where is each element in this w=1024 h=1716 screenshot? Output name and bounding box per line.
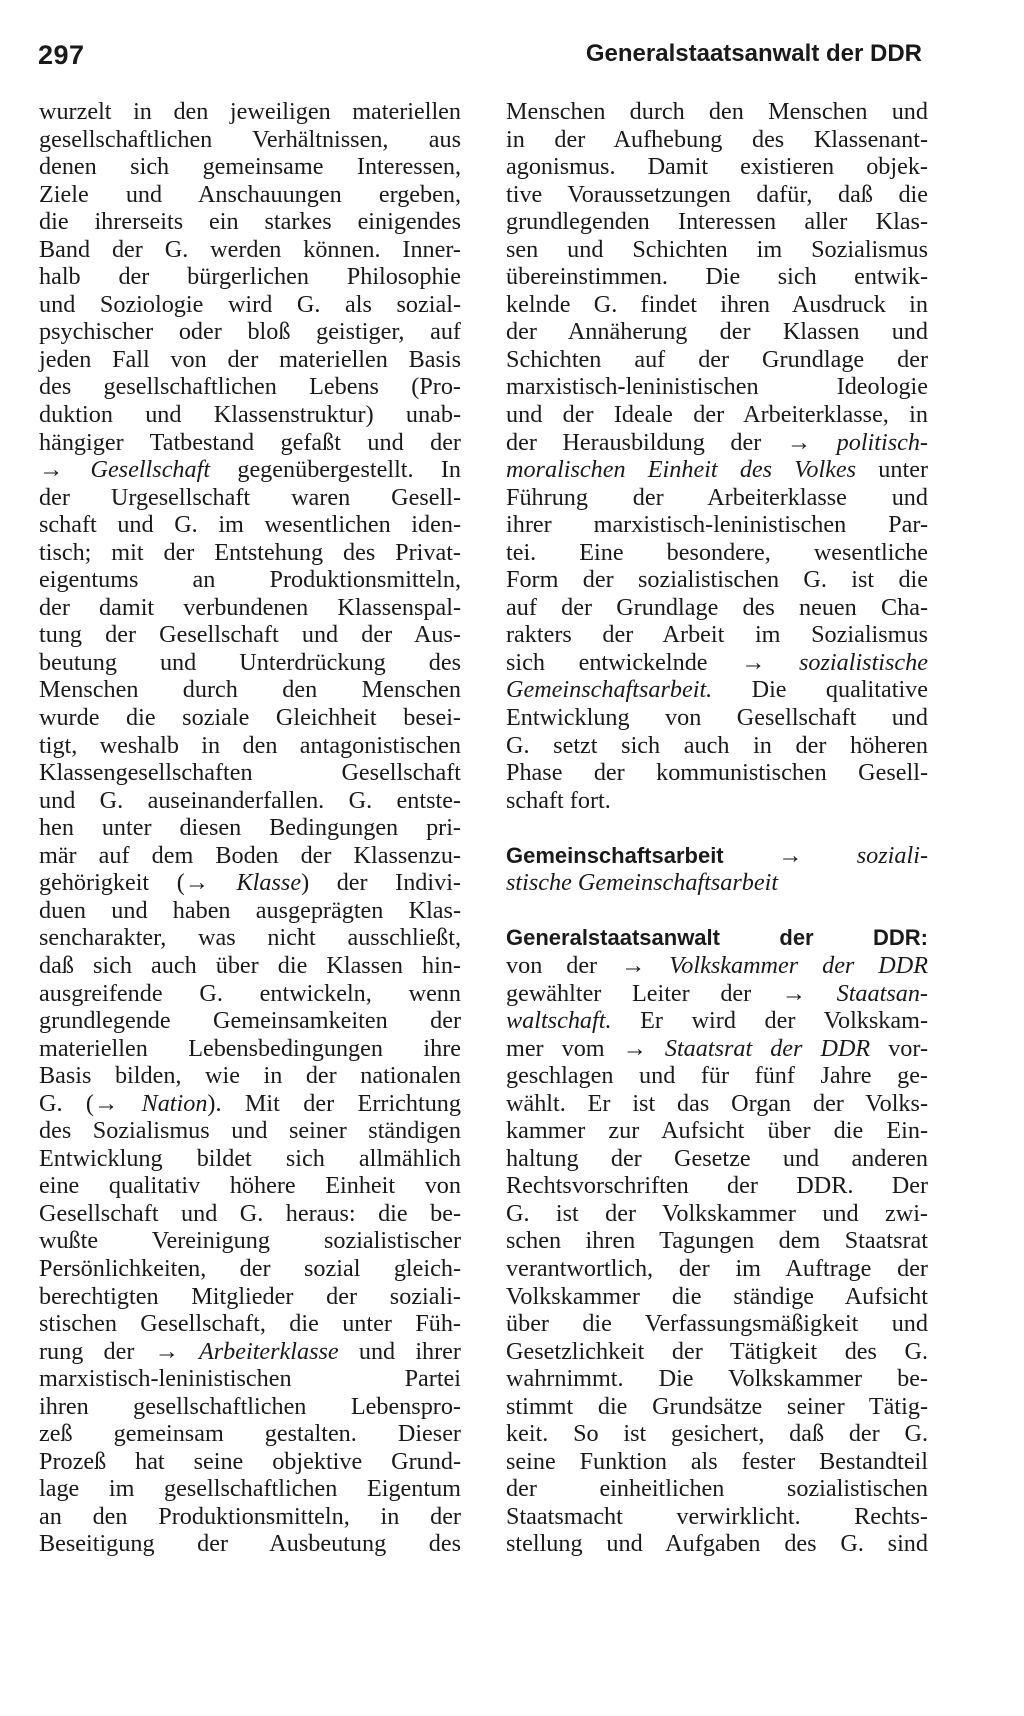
text-line [39, 787, 461, 815]
text-line [39, 566, 461, 594]
text-line [506, 236, 928, 264]
text-run: übereinstimmen. Die sich entwik- [506, 263, 928, 291]
text-run: halb der bürgerlichen Philosophie [39, 263, 461, 291]
text-line [506, 787, 928, 815]
text-line [506, 511, 928, 539]
text-line [39, 511, 461, 539]
text-line [506, 1283, 928, 1311]
text-line [506, 621, 928, 649]
text-line [506, 318, 928, 346]
text-line [39, 1283, 461, 1311]
text-line [506, 1310, 928, 1338]
text-line [506, 649, 928, 677]
text-line [506, 704, 928, 732]
text-run: ihren gesellschaftlichen Lebenspro- [39, 1392, 461, 1420]
text-run: Band der G. werden können. Inner- [39, 235, 461, 263]
text-run: Führung der Arbeiterklasse und [506, 483, 928, 511]
text-run: gesellschaftlichen Verhältnissen, aus [39, 125, 461, 153]
text-run: mer vom → [506, 1034, 665, 1062]
text-line [39, 594, 461, 622]
text-run: Menschen durch den Menschen [39, 676, 461, 704]
cross-reference-term: Staatsan- [836, 979, 928, 1007]
text-line [506, 1365, 928, 1393]
text-line [506, 126, 928, 154]
text-line [39, 1090, 461, 1118]
text-run: Persönlichkeiten, der sozial gleich- [39, 1254, 461, 1282]
text-run: vor- [870, 1034, 929, 1062]
text-run: ). Mit der Errichtung [207, 1089, 461, 1117]
text-line [506, 291, 928, 319]
text-line [39, 401, 461, 429]
text-line [506, 208, 928, 236]
text-line [506, 952, 928, 980]
text-line [506, 1145, 928, 1173]
text-run: beutung und Unterdrückung des [39, 648, 461, 676]
text-run: an den Produktionsmitteln, in der [39, 1502, 461, 1530]
text-run: grundlegenden Interessen aller Klas- [506, 208, 928, 236]
text-run: der Herausbildung der → [506, 428, 837, 456]
text-run: der Urgesellschaft waren Gesell- [39, 483, 461, 511]
text-run: Schichten auf der Grundlage der [506, 345, 928, 373]
text-run: keit. So ist gesichert, daß der G. [506, 1420, 928, 1448]
text-run: tisch; mit der Entstehung des Privat- [39, 538, 461, 566]
text-line [39, 373, 461, 401]
text-run: ausgreifende G. entwickeln, wenn [39, 979, 461, 1007]
text-run: agonismus. Damit existieren objek- [506, 153, 928, 181]
text-run: wählt. Er ist das Organ der Volks- [506, 1089, 928, 1117]
text-run: wahrnimmt. Die Volkskammer be- [506, 1365, 928, 1393]
text-run: schaft und G. im wesentlichen iden- [39, 511, 461, 539]
text-line [506, 429, 928, 457]
text-line [506, 732, 928, 760]
text-line [506, 98, 928, 126]
text-line [506, 842, 928, 870]
text-line [506, 1062, 928, 1090]
text-run: eine qualitativ höhere Einheit von [39, 1172, 461, 1200]
text-line [506, 1117, 928, 1145]
text-run: der Annäherung der Klassen und [506, 318, 928, 346]
text-run: rakters der Arbeit im Sozialismus [506, 621, 928, 649]
text-line [39, 236, 461, 264]
text-line [39, 1172, 461, 1200]
text-run: auf der Grundlage des neuen Cha- [506, 593, 928, 621]
text-run: tive Voraussetzungen dafür, daß die [506, 180, 928, 208]
text-run: denen sich gemeinsame Interessen, [39, 153, 461, 181]
text-line [39, 1338, 461, 1366]
right-text-column [506, 98, 928, 1558]
text-line [39, 980, 461, 1008]
left-text-column [39, 98, 461, 1558]
text-line [506, 869, 928, 897]
text-line [506, 1090, 928, 1118]
cross-reference-term: Gesellschaft [90, 456, 211, 484]
entry-headword: Generalstaatsanwalt der DDR: [506, 925, 928, 951]
text-line [39, 1145, 461, 1173]
text-line [39, 1310, 461, 1338]
text-run: sencharakter, was nicht ausschließt, [39, 924, 461, 952]
cross-reference-term: soziali- [856, 841, 928, 869]
text-line [506, 1503, 928, 1531]
text-run: Form der sozialistischen G. ist die [506, 566, 928, 594]
text-run: berechtigten Mitglieder der soziali- [39, 1282, 461, 1310]
text-run: hängiger Tatbestand gefaßt und der [39, 428, 461, 456]
cross-reference-term: waltschaft. [506, 1007, 612, 1035]
text-run: in der Aufhebung des Klassenant- [506, 125, 928, 153]
text-line [506, 181, 928, 209]
text-run: Basis bilden, wie in der nationalen [39, 1062, 461, 1090]
text-run: und der Ideale der Arbeiterklasse, in [506, 401, 928, 429]
text-line [506, 1255, 928, 1283]
text-line [506, 263, 928, 291]
text-run: Phase der kommunistischen Gesell- [506, 759, 928, 787]
cross-reference-term: Gemeinschaftsarbeit. [506, 676, 713, 704]
text-line [39, 1117, 461, 1145]
text-run: der damit verbundenen Klassenspal- [39, 593, 461, 621]
text-run: wurde die soziale Gleichheit besei- [39, 704, 461, 732]
text-line [39, 539, 461, 567]
text-line [39, 1062, 461, 1090]
text-run: und G. auseinanderfallen. G. entste- [39, 786, 461, 814]
text-line [39, 1393, 461, 1421]
text-line [506, 1448, 928, 1476]
text-line [506, 1530, 928, 1558]
text-line [39, 1365, 461, 1393]
text-run: Menschen durch den Menschen und [506, 98, 928, 125]
text-run: materiellen Lebensbedingungen ihre [39, 1034, 461, 1062]
text-line [506, 346, 928, 374]
text-line [506, 1393, 928, 1421]
text-line [39, 1420, 461, 1448]
text-line [506, 1475, 928, 1503]
text-run: duen und haben ausgeprägten Klas- [39, 896, 461, 924]
text-run: eigentums an Produktionsmitteln, [39, 566, 461, 594]
text-run: ) der Indivi- [301, 869, 461, 897]
text-line [39, 759, 461, 787]
text-run: ihrer marxistisch-leninistischen Par- [506, 511, 928, 539]
text-line [39, 208, 461, 236]
text-line [39, 1448, 461, 1476]
text-run: Entwicklung von Gesellschaft und [506, 704, 928, 732]
text-line [506, 980, 928, 1008]
text-line [506, 676, 928, 704]
text-run: marxistisch-leninistischen Ideologie [506, 373, 928, 401]
text-line [506, 1200, 928, 1228]
text-run: Gesellschaft und G. heraus: die be- [39, 1199, 461, 1227]
text-run: der einheitlichen sozialistischen [506, 1475, 928, 1503]
cross-reference-term: politisch- [836, 428, 928, 456]
text-run: wußte Vereinigung sozialistischer [39, 1227, 461, 1255]
text-line [506, 484, 928, 512]
text-run: unter [856, 456, 928, 484]
text-line [39, 897, 461, 925]
text-line [39, 869, 461, 897]
running-head: Generalstaatsanwalt der DDR [585, 40, 922, 67]
entry-headword: Gemeinschaftsarbeit [506, 842, 724, 868]
text-run: rung der → [39, 1337, 199, 1365]
text-run: stischen Gesellschaft, die unter Füh- [39, 1310, 461, 1338]
text-line [506, 594, 928, 622]
cross-reference-term: Nation [141, 1089, 208, 1117]
cross-reference-term: Arbeiterklasse [198, 1337, 339, 1365]
text-run: jeden Fall von der materiellen Basis [39, 345, 461, 373]
text-line [39, 181, 461, 209]
text-line [39, 1227, 461, 1255]
text-line [39, 842, 461, 870]
cross-reference-term: Klasse [236, 869, 302, 897]
text-line [39, 1503, 461, 1531]
text-run: wurzelt in den jeweiligen materiellen [39, 98, 461, 125]
text-line [506, 1007, 928, 1035]
text-line [39, 952, 461, 980]
text-run: Rechtsvorschriften der DDR. Der [506, 1172, 928, 1200]
text-run: zeß gemeinsam gestalten. Dieser [39, 1420, 461, 1448]
text-line [39, 924, 461, 952]
text-run: Staatsmacht verwirklicht. Rechts- [506, 1502, 928, 1530]
text-run: Ziele und Anschauungen ergeben, [39, 180, 461, 208]
text-line [39, 704, 461, 732]
text-line [39, 126, 461, 154]
text-line [506, 373, 928, 401]
text-run: und ihrer [338, 1337, 461, 1365]
text-run: G. ist der Volkskammer und zwi- [506, 1199, 928, 1227]
text-run: geschlagen und für fünf Jahre ge- [506, 1062, 928, 1090]
text-run: tung der Gesellschaft und der Aus- [39, 621, 461, 649]
text-run: → [723, 841, 857, 869]
text-line [39, 484, 461, 512]
text-run: kammer zur Aufsicht über die Ein- [506, 1117, 928, 1145]
text-run: gegenübergestellt. In [210, 456, 461, 484]
text-run: lage im gesellschaftlichen Eigentum [39, 1475, 461, 1503]
text-run: Klassengesellschaften Gesellschaft [39, 759, 461, 787]
cross-reference-term: Volkskammer der DDR [669, 951, 928, 979]
text-run: haltung der Gesetze und anderen [506, 1144, 928, 1172]
text-line [506, 1172, 928, 1200]
text-line [506, 401, 928, 429]
text-run: verantwortlich, der im Auftrage der [506, 1254, 928, 1282]
text-run: gewählter Leiter der → [506, 979, 837, 1007]
text-run: von der → [506, 951, 670, 979]
text-run: stellung und Aufgaben des G. sind [506, 1530, 928, 1558]
text-line [39, 263, 461, 291]
text-run: tei. Eine besondere, wesentliche [506, 538, 928, 566]
cross-reference-term: stische Gemeinschaftsarbeit [506, 869, 779, 897]
text-line [506, 566, 928, 594]
text-run: Prozeß hat seine objektive Grund- [39, 1447, 461, 1475]
text-line [39, 649, 461, 677]
text-run: G. (→ [39, 1089, 142, 1117]
text-line [39, 1007, 461, 1035]
text-line [506, 456, 928, 484]
text-run: daß sich auch über die Klassen hin- [39, 951, 461, 979]
text-run: über die Verfassungsmäßigkeit und [506, 1310, 928, 1338]
text-run: psychischer oder bloß geistiger, auf [39, 318, 461, 346]
text-run: sen und Schichten im Sozialismus [506, 235, 928, 263]
text-run: des gesellschaftlichen Lebens (Pro- [39, 373, 461, 401]
text-line [39, 1200, 461, 1228]
text-line [506, 759, 928, 787]
text-line [39, 153, 461, 181]
text-run: Er wird der Volkskam- [611, 1007, 928, 1035]
text-run: tigt, weshalb in den antagonistischen [39, 731, 461, 759]
text-line [39, 429, 461, 457]
text-line [39, 1255, 461, 1283]
text-line [506, 1338, 928, 1366]
text-run: schaft fort. [506, 786, 611, 814]
text-run: Die qualitative [712, 676, 928, 704]
text-line [39, 1475, 461, 1503]
text-line [39, 1035, 461, 1063]
cross-reference-term: moralischen Einheit des Volkes [506, 456, 857, 484]
text-run: und Soziologie wird G. als sozial- [39, 290, 461, 318]
text-run: duktion und Klassenstruktur) unab- [39, 401, 461, 429]
text-line [506, 924, 928, 952]
text-line [39, 318, 461, 346]
text-run: marxistisch-leninistischen Partei [39, 1365, 461, 1393]
cross-reference-term: Staatsrat der DDR [664, 1034, 871, 1062]
text-run: Beseitigung der Ausbeutung des [39, 1530, 461, 1558]
text-run: G. setzt sich auch in der höheren [506, 731, 928, 759]
text-run: mär auf dem Boden der Klassenzu- [39, 841, 461, 869]
text-run: stimmt die Grundsätze seiner Tätig- [506, 1392, 928, 1420]
text-run: des Sozialismus und seiner ständigen [39, 1117, 461, 1145]
text-run: → [39, 456, 91, 484]
text-run: seine Funktion als fester Bestandteil [506, 1447, 928, 1475]
page-number: 297 [38, 40, 85, 70]
paragraph-gap [506, 814, 928, 842]
text-run: Gesetzlichkeit der Tätigkeit des G. [506, 1337, 928, 1365]
text-run: Entwicklung bildet sich allmählich [39, 1144, 461, 1172]
text-line [39, 98, 461, 126]
text-line [39, 456, 461, 484]
text-line [39, 291, 461, 319]
text-line [506, 153, 928, 181]
text-line [39, 676, 461, 704]
text-line [39, 621, 461, 649]
text-line [506, 1227, 928, 1255]
text-run: schen ihren Tagungen dem Staatsrat [506, 1227, 928, 1255]
cross-reference-term: sozialistische [798, 648, 928, 676]
text-line [506, 1420, 928, 1448]
text-run: die ihrerseits ein starkes einigendes [39, 208, 461, 236]
text-line [39, 814, 461, 842]
text-line [506, 1035, 928, 1063]
text-run: hen unter diesen Bedingungen pri- [39, 814, 461, 842]
text-line [39, 346, 461, 374]
text-line [39, 1530, 461, 1558]
text-run: gehörigkeit (→ [39, 869, 237, 897]
text-run: sich entwickelnde → [506, 648, 799, 676]
text-run: Volkskammer die ständige Aufsicht [506, 1282, 928, 1310]
text-line [39, 732, 461, 760]
text-run: grundlegende Gemeinsamkeiten der [39, 1007, 461, 1035]
paragraph-gap [506, 897, 928, 925]
text-line [506, 539, 928, 567]
text-run: kelnde G. findet ihren Ausdruck in [506, 290, 928, 318]
